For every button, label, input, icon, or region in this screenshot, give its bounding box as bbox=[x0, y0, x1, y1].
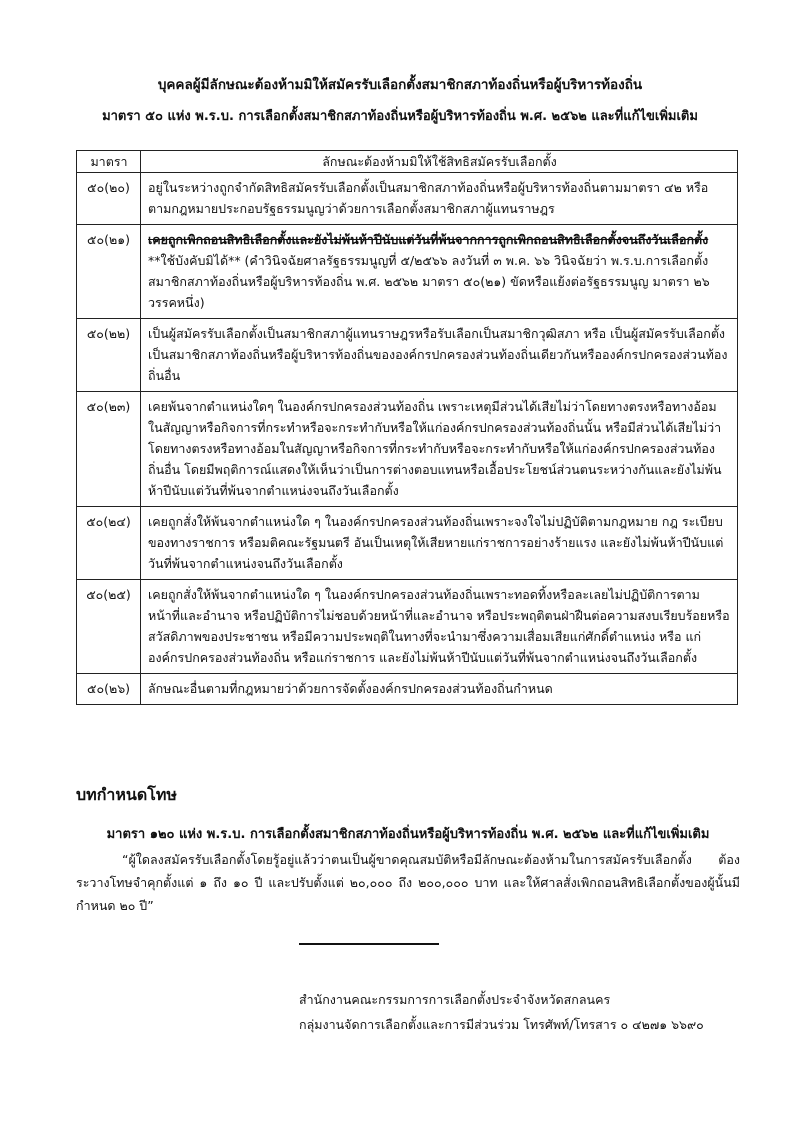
penalty-quote: “ผู้ใดลงสมัครรับเลือกตั้งโดยรู้อยู่แล้วว่าตนเป็นผู้ขาดคุณสมบัติหรือมีลักษณะต้องห้ามในการสมัครรับเลือกตั้ง ต้องระวางโทษจำคุกตั้งแต่ ๑ ถึง ๑๐ ปี และปรับตั้งแต่ ๒๐,๐๐๐ ถึง ๒๐๐,๐๐๐ บาท และให้ศาลสั่งเพิกถอนสิทธิเลือกตั้งของผู้นั้นมีกำหนด ๒๐ ปี” bbox=[76, 852, 740, 913]
document-subtitle: มาตรา ๕๐ แห่ง พ.ร.บ. การเลือกตั้งสมาชิกสภาท้องถิ่นหรือผู้บริหารท้องถิ่น พ.ศ. ๒๕๖๒ และที่แก้ไขเพิ่มเติม bbox=[102, 109, 698, 124]
column-header-description: ลักษณะต้องห้ามมิให้ใช้สิทธิสมัครรับเลือกตั้ง bbox=[141, 151, 738, 173]
section-number: ๕๐(๒๕) bbox=[77, 580, 141, 674]
section-number: ๕๐(๒๑) bbox=[77, 225, 141, 319]
section-number: ๕๐(๒๓) bbox=[77, 392, 141, 507]
table-row bbox=[77, 580, 738, 674]
table-row bbox=[77, 225, 738, 319]
divider-line bbox=[299, 943, 439, 945]
table-header-row bbox=[77, 151, 738, 173]
struck-text: เคยถูกเพิกถอนสิทธิเลือกตั้งและยังไม่พ้นห้าปีนับแต่วันที่พ้นจากการถูกเพิกถอนสิทธิเลือกตั้งจนถึงวันเลือกตั้ง bbox=[148, 232, 709, 247]
prohibition-cell bbox=[141, 225, 738, 319]
prohibition-text: เคยถูกสั่งให้พ้นจากตำแหน่งใด ๆ ในองค์กรปกครองส่วนท้องถิ่นเพราะจงใจไม่ปฏิบัติตามกฎหมาย กฎ ระเบียบของทางราชการ หรือมติคณะรัฐมนตรี อันเป็นเหตุให้เสียหายแก่ราชการอย่างร้ายแรง และยังไม่พ้นห้าปีนับแต่วันที่พ้นจากตำแหน่งจนถึงวันเลือกตั้ง bbox=[141, 507, 738, 580]
prohibitions-table bbox=[76, 150, 738, 705]
table-row bbox=[77, 674, 738, 705]
prohibition-text: อยู่ในระหว่างถูกจำกัดสิทธิสมัครรับเลือกตั้งเป็นสมาชิกสภาท้องถิ่นหรือผู้บริหารท้องถิ่นตามมาตรา ๔๒ หรือตามกฎหมายประกอบรัฐธรรมนูญว่าด้วยการเลือกตั้งสมาชิกสภาผู้แทนราษฎร bbox=[141, 173, 738, 225]
prohibition-text: **ใช้บังคับมิได้** (คำวินิจฉัยศาลรัฐธรรมนูญที่ ๕/๒๕๖๖ ลงวันที่ ๓ พ.ค. ๖๖ วินิจฉัยว่า พ.ร.บ.การเลือกตั้งสมาชิกสภาท้องถิ่นหรือผู้บริหารท้องถิ่น พ.ศ. ๒๕๖๒ มาตรา ๕๐(๒๑) ขัดหรือแย้งต่อรัฐธรรมนูญ มาตรา ๒๖ วรรคหนึ่ง) bbox=[148, 253, 710, 310]
prohibition-text: เคยพ้นจากตำแหน่งใดๆ ในองค์กรปกครองส่วนท้องถิ่น เพราะเหตุมีส่วนได้เสียไม่ว่าโดยทางตรงหรือทางอ้อมในสัญญาหรือกิจการที่กระทำหรือจะกระทำกับหรือให้แก่องค์กรปกครองส่วนท้องถิ่นนั้น หรือมีส่วนได้เสียไม่ว่าโดยทางตรงหรือทางอ้อมในสัญญาหรือกิจการที่กระทำกับหรือจะกระทำกับหรือให้แก่องค์กรปกครองส่วนท้องถิ่นอื่น โดยมีพฤติการณ์แสดงให้เห็นว่าเป็นการต่างตอบแทนหรือเอื้อประโยชน์ส่วนตนระหว่างกันและยังไม่พ้นห้าปีนับแต่วันที่พ้นจากตำแหน่งจนถึงวันเลือกตั้ง bbox=[141, 392, 738, 507]
footer-contact: กลุ่มงานจัดการเลือกตั้งและการมีส่วนร่วม โทรศัพท์/โทรสาร ๐ ๔๒๗๑ ๖๖๙๐ bbox=[299, 1017, 704, 1032]
table-row bbox=[77, 392, 738, 507]
prohibition-text: เคยถูกสั่งให้พ้นจากตำแหน่งใด ๆ ในองค์กรปกครองส่วนท้องถิ่นเพราะทอดทิ้งหรือละเลยไม่ปฏิบัติการตามหน้าที่และอำนาจ หรือปฏิบัติการไม่ชอบด้วยหน้าที่และอำนาจ หรือประพฤติตนฝ่าฝืนต่อความสงบเรียบร้อยหรือสวัสดิภาพของประชาชน หรือมีความประพฤติในทางที่จะนำมาซึ่งความเสื่อมเสียแก่ศักดิ์ตำแหน่ง หรือ แก่องค์กรปกครองส่วนท้องถิ่น หรือแก่ราชการ และยังไม่พ้นห้าปีนับแต่วันที่พ้นจากตำแหน่งจนถึงวันเลือกตั้ง bbox=[141, 580, 738, 674]
section-number: ๕๐(๒๔) bbox=[77, 507, 141, 580]
prohibition-text: เป็นผู้สมัครรับเลือกตั้งเป็นสมาชิกสภาผู้แทนราษฎรหรือรับเลือกเป็นสมาชิกวุฒิสภา หรือ เป็นผู้สมัครรับเลือกตั้งเป็นสมาชิกสภาท้องถิ่นหรือผู้บริหารท้องถิ่นขององค์กรปกครองส่วนท้องถิ่นเดียวกันหรือองค์กรปกครองส่วนท้องถิ่นอื่น bbox=[141, 319, 738, 392]
document-title: บุคคลผู้มีลักษณะต้องห้ามมิให้สมัครรับเลือกตั้งสมาชิกสภาท้องถิ่นหรือผู้บริหารท้องถิ่น bbox=[157, 77, 643, 93]
column-header-section: มาตรา bbox=[77, 151, 141, 173]
table-row bbox=[77, 507, 738, 580]
prohibition-text: ลักษณะอื่นตามที่กฎหมายว่าด้วยการจัดตั้งองค์กรปกครองส่วนท้องถิ่นกำหนด bbox=[141, 674, 738, 705]
section-number: ๕๐(๒๖) bbox=[77, 674, 141, 705]
penalty-subheading: มาตรา ๑๒๐ แห่ง พ.ร.บ. การเลือกตั้งสมาชิกสภาท้องถิ่นหรือผู้บริหารท้องถิ่น พ.ศ. ๒๕๖๒ และที่แก้ไขเพิ่มเติม bbox=[106, 827, 710, 842]
section-number: ๕๐(๒๐) bbox=[77, 173, 141, 225]
section-number: ๕๐(๒๒) bbox=[77, 319, 141, 392]
footer-office: สำนักงานคณะกรรมการการเลือกตั้งประจำจังหวัดสกลนคร bbox=[299, 992, 611, 1007]
table-row bbox=[77, 173, 738, 225]
table-row bbox=[77, 319, 738, 392]
penalty-heading: บทกำหนดโทษ bbox=[76, 785, 177, 804]
